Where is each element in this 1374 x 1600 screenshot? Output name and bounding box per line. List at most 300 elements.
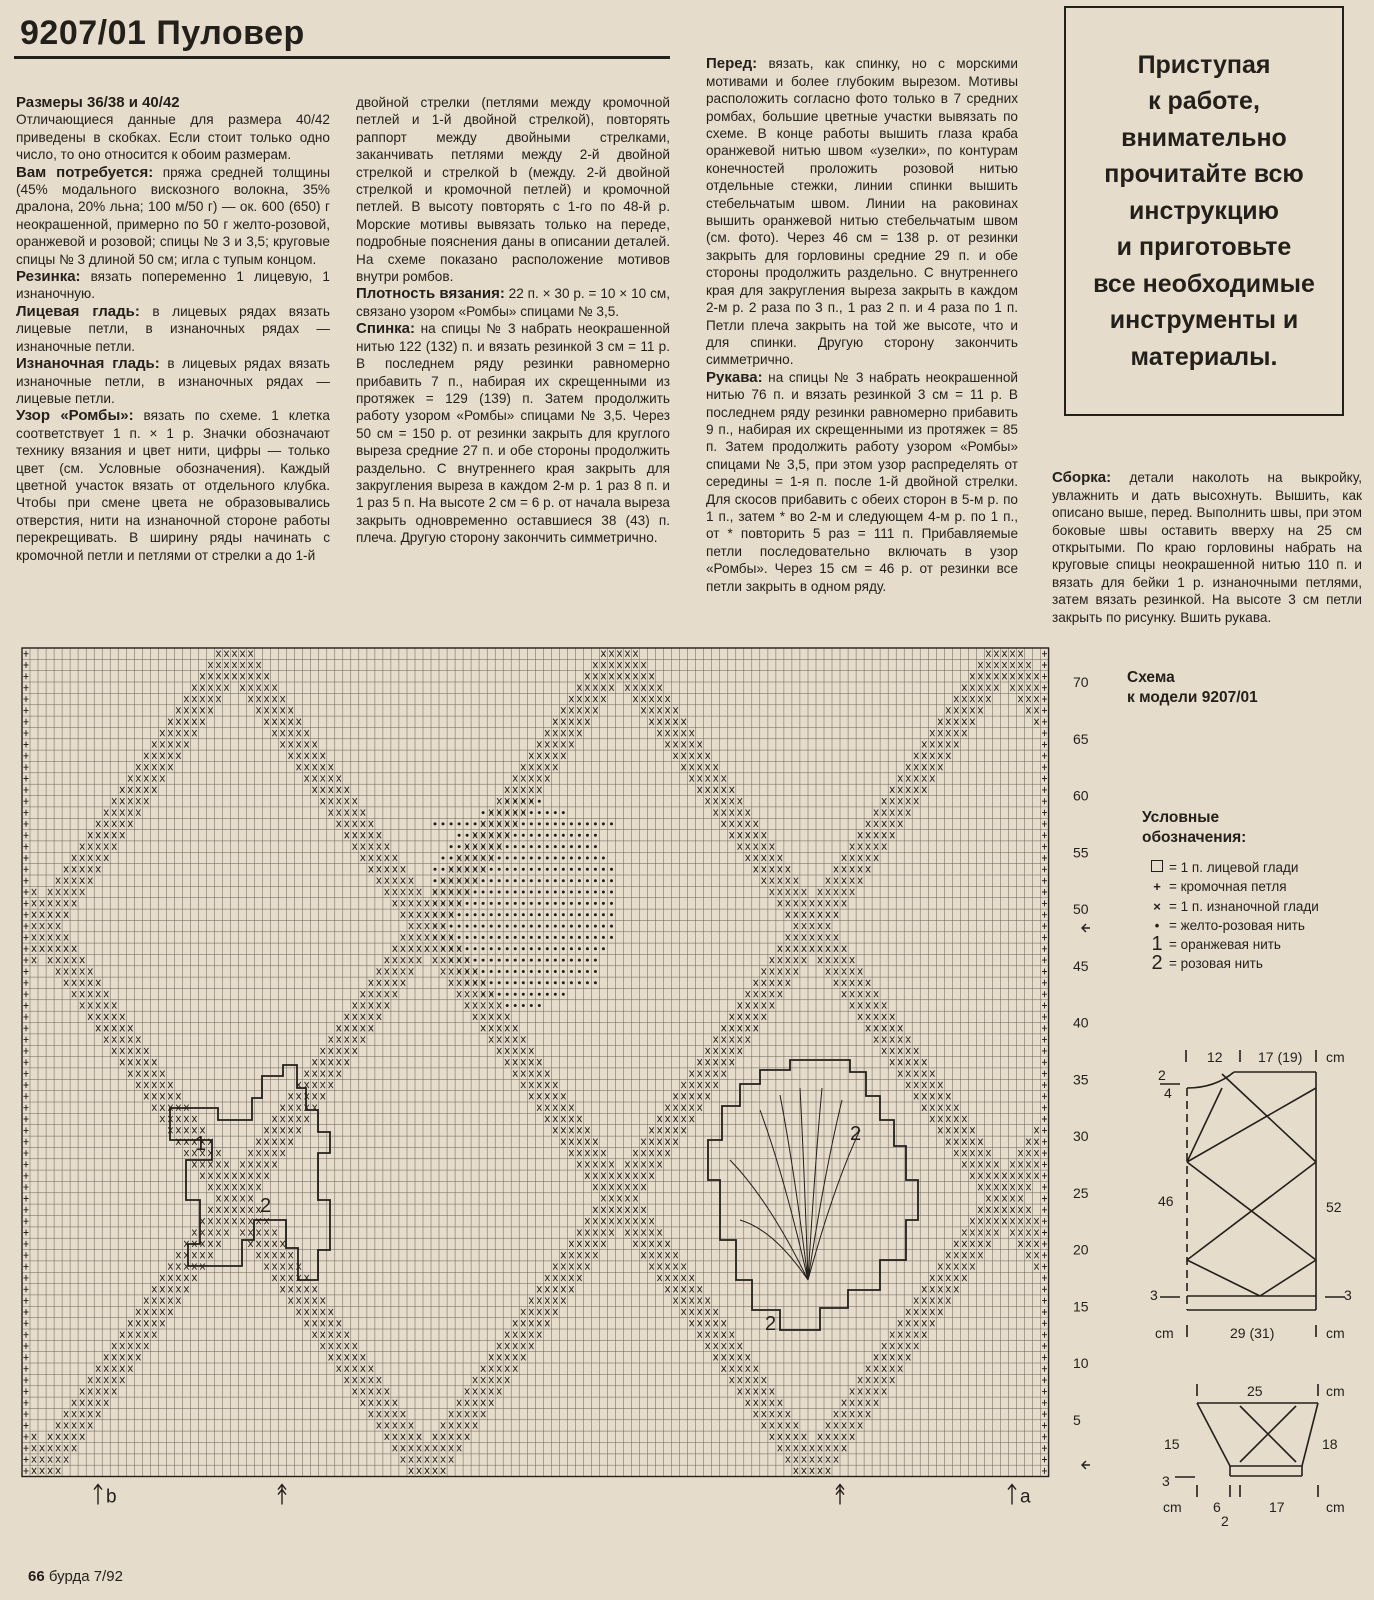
crab-dot	[498, 868, 501, 871]
crab-dot	[490, 845, 493, 848]
section-text: на спицы № 3 набрать неокрашенной нитью 76 п. и вязать резинкой 3 см = 11 р. В последнем ряду резинки равномерно прибавить 9 п., набирая их скрещенными из протяжек = 85 п. Затем продолжить работу узором «Ромбы» спицами № 3,5, при этом узор распределять от середины = 1-я п. после 1-й двойной стрелки. Для скосов прибавить с обеих сторон в 5-м р. по 1 п., затем * во 2-м и следующем 4-м р. по 1 п., от * повторить 5 раз = 111 п. Прибавляемые петли последовательно включать в узор «Ромбы». Через 15 см = 46 р. от резинки все петли закрыть в одном ряду.	[706, 369, 1018, 594]
crab-dot	[562, 811, 565, 814]
crab-dot	[594, 845, 597, 848]
crab-dot	[442, 925, 445, 928]
crab-dot	[586, 868, 589, 871]
crab-dot	[474, 959, 477, 962]
crab-dot	[586, 947, 589, 950]
crab-dot	[554, 936, 557, 939]
crab-dot	[602, 857, 605, 860]
section-heading: Вам потребуется:	[16, 163, 154, 181]
crab-dot	[474, 925, 477, 928]
crab-dot	[450, 845, 453, 848]
crab-dot	[466, 857, 469, 860]
crab-dot	[474, 936, 477, 939]
crab-dot	[594, 959, 597, 962]
crab-dot	[434, 868, 437, 871]
crab-dot	[554, 993, 557, 996]
row-label: 5	[1073, 1411, 1081, 1428]
crab-dot	[458, 822, 461, 825]
crab-dot	[482, 925, 485, 928]
notice-line: материалы.	[1130, 342, 1278, 371]
crab-dot	[498, 947, 501, 950]
crab-dot	[506, 902, 509, 905]
crab-dot	[546, 925, 549, 928]
crab-dot	[554, 845, 557, 848]
crab-dot	[490, 981, 493, 984]
crab-dot	[458, 845, 461, 848]
crab-dot	[610, 879, 613, 882]
crab-dot	[474, 834, 477, 837]
crab-dot	[506, 891, 509, 894]
crab-dot	[602, 879, 605, 882]
crab-dot	[514, 981, 517, 984]
crab-dot	[466, 868, 469, 871]
crab-dot	[522, 891, 525, 894]
crab-dot	[522, 902, 525, 905]
crab-dot	[458, 947, 461, 950]
crab-dot	[466, 902, 469, 905]
crab-dot	[442, 857, 445, 860]
crab-dot	[458, 879, 461, 882]
crab-dot	[514, 970, 517, 973]
row-label: 15	[1073, 1298, 1089, 1315]
legend-symbol: •	[1154, 917, 1160, 933]
crab-dot	[514, 993, 517, 996]
row-label: 70	[1073, 674, 1089, 690]
crab-dot	[506, 947, 509, 950]
row-label: 35	[1073, 1071, 1089, 1088]
crab-dot	[570, 970, 573, 973]
crab-dot	[578, 925, 581, 928]
crab-dot	[562, 868, 565, 871]
crab-dot	[570, 902, 573, 905]
crab-dot	[434, 879, 437, 882]
legend-text: = 1 п. лицевой глади	[1169, 860, 1299, 875]
row-label: 55	[1073, 844, 1089, 861]
crab-dot	[466, 970, 469, 973]
crab-dot	[506, 868, 509, 871]
crab-dot	[498, 822, 501, 825]
row-label: 30	[1073, 1128, 1089, 1145]
motif-label-2: 2	[260, 1195, 272, 1217]
crab-dot	[578, 902, 581, 905]
crab-dot	[546, 936, 549, 939]
knitting-chart	[0, 640, 1374, 1520]
text-column-1	[16, 94, 330, 564]
row-label: 50	[1073, 901, 1089, 918]
crab-dot	[506, 925, 509, 928]
crab-dot	[466, 891, 469, 894]
crab-dot	[546, 993, 549, 996]
crab-dot	[474, 981, 477, 984]
crab-dot	[554, 913, 557, 916]
crab-dot	[522, 936, 525, 939]
legend-item	[1148, 858, 1319, 877]
crab-dot	[594, 822, 597, 825]
crab-dot	[482, 845, 485, 848]
row-label: 10	[1073, 1355, 1089, 1371]
row-label: 40	[1073, 1014, 1089, 1031]
crab-dot	[578, 981, 581, 984]
crab-dot	[474, 868, 477, 871]
sleeve-dim-15: 15	[1164, 1436, 1180, 1452]
crab-dot	[434, 913, 437, 916]
crab-dot	[522, 993, 525, 996]
crab-dot	[506, 857, 509, 860]
crab-dot	[570, 981, 573, 984]
crab-dot	[530, 993, 533, 996]
crab-dot	[458, 970, 461, 973]
crab-dot	[522, 959, 525, 962]
body-dim-29: 29 (31)	[1230, 1325, 1275, 1341]
motif-label-2: 2	[850, 1123, 862, 1145]
crab-dot	[498, 811, 501, 814]
crab-dot	[538, 811, 541, 814]
crab-dot	[498, 902, 501, 905]
crab-dot	[506, 845, 509, 848]
section-heading: Узор «Ромбы»:	[16, 407, 134, 425]
crab-dot	[562, 822, 565, 825]
crab-dot	[442, 902, 445, 905]
crab-dot	[530, 925, 533, 928]
crab-dot	[506, 959, 509, 962]
crab-dot	[570, 879, 573, 882]
body-dim-cm-top: cm	[1326, 1049, 1345, 1065]
crab-dot	[586, 936, 589, 939]
crab-dot	[514, 822, 517, 825]
crab-dot	[530, 902, 533, 905]
crab-dot	[562, 834, 565, 837]
shell-rays	[730, 1088, 860, 1280]
crab-dot	[538, 868, 541, 871]
crab-dot	[450, 891, 453, 894]
sleeve-dim-25: 25	[1247, 1383, 1263, 1399]
crab-dot	[490, 868, 493, 871]
crab-dot	[586, 845, 589, 848]
arrow-b-label: b	[106, 1486, 117, 1508]
crab-dot	[490, 913, 493, 916]
crab-dot	[538, 913, 541, 916]
section-text: детали наколоть на выкройку, увлажнить и дать высохнуть. Вышить, как описано выше, перед. Выполнить швы, при этом боковые швы оставить вверху на 25 см открытыми. По краю горловины набрать на круговые спицы неокрашенной нитью 110 п. и вязать для бейки 1 р. изнаночными петлями, затем вязать резинкой. На высоте 3 см петли закрыть по рисунку. Вшить рукава.	[1052, 470, 1362, 625]
crab-dot	[594, 857, 597, 860]
crab-dot	[514, 845, 517, 848]
crab-dot	[498, 959, 501, 962]
crab-dot	[522, 1004, 525, 1007]
section-heading: Резинка:	[16, 268, 81, 286]
crab-dot	[578, 834, 581, 837]
row-arrow-icon	[1082, 1461, 1090, 1469]
body-dim-3-right: 3	[1344, 1287, 1352, 1303]
crab-dot	[538, 879, 541, 882]
crab-dot	[530, 970, 533, 973]
crab-dot	[530, 868, 533, 871]
crab-dot	[498, 970, 501, 973]
crab-dot	[546, 834, 549, 837]
crab-dot	[554, 891, 557, 894]
crab-dot	[442, 868, 445, 871]
crab-dot	[482, 970, 485, 973]
crab-dot	[522, 879, 525, 882]
crab-dot	[570, 868, 573, 871]
column-arrow-icon	[1008, 1485, 1016, 1505]
sleeve-dim-cm-left: cm	[1163, 1499, 1182, 1515]
body-dim-46: 46	[1158, 1193, 1174, 1209]
crab-dot	[490, 879, 493, 882]
crab-dot	[442, 822, 445, 825]
section-heading: Изнаночная гладь:	[16, 355, 160, 373]
crab-dot	[538, 822, 541, 825]
crab-dot	[506, 834, 509, 837]
notice-line: инструкцию	[1128, 196, 1280, 225]
crab-dot	[442, 879, 445, 882]
crab-dot	[546, 811, 549, 814]
crab-dot	[482, 936, 485, 939]
section-text: 22 п. × 30 р. = 10 × 10 см, связано узором «Ромбы» спицами № 3,5.	[356, 286, 670, 319]
crab-dot	[506, 981, 509, 984]
crab-dot	[466, 936, 469, 939]
crab-dot	[546, 879, 549, 882]
crab-dot	[554, 959, 557, 962]
crab-dot	[530, 959, 533, 962]
crab-dot	[450, 936, 453, 939]
crab-dot	[522, 834, 525, 837]
crab-dot	[530, 891, 533, 894]
crab-dot	[514, 1004, 517, 1007]
crab-dot	[498, 845, 501, 848]
crab-dot	[578, 822, 581, 825]
sleeve-dim-18: 18	[1322, 1436, 1338, 1452]
crab-dot	[506, 811, 509, 814]
crab-dot	[546, 947, 549, 950]
section-text: вязать попеременно 1 лицевую, 1 изнаночную.	[16, 269, 330, 302]
crab-dot	[562, 857, 565, 860]
legend-text: = оранжевая нить	[1169, 937, 1281, 953]
section-heading: Лицевая гладь:	[16, 302, 140, 320]
crab-dot	[610, 925, 613, 928]
crab-dot	[546, 959, 549, 962]
crab-dot	[474, 879, 477, 882]
magazine-name: бурда	[48, 1568, 90, 1585]
crab-dot	[522, 857, 525, 860]
crab-dot	[522, 981, 525, 984]
crab-dot	[458, 959, 461, 962]
crab-dot	[522, 845, 525, 848]
crab-dot	[506, 993, 509, 996]
crab-dot	[554, 947, 557, 950]
crab-dot	[474, 822, 477, 825]
crab-dot	[562, 925, 565, 928]
crab-dot	[482, 981, 485, 984]
crab-dot	[610, 891, 613, 894]
crab-dot	[570, 834, 573, 837]
crab-dot	[474, 947, 477, 950]
crab-dot	[522, 868, 525, 871]
text-column-2	[356, 94, 670, 547]
crab-dot	[450, 902, 453, 905]
crab-dot	[594, 970, 597, 973]
crab-dot	[498, 879, 501, 882]
crab-dot	[450, 822, 453, 825]
crab-dot	[594, 879, 597, 882]
column-arrow-icon	[94, 1485, 102, 1505]
crab-dot	[482, 822, 485, 825]
section-text: двойной стрелки (петлями между кромочной петлей и 1-й двойной стрелкой), повторять раппорт между двойными стрелками, заканчивать петлями между 2-й двойной стрелкой и стрелкой b (между. 2-й двойной стрелкой и кромочной петлей) и кромочной петлей. В высоту повторять с 1-го по 48-й р. Морские мотивы вывязать только на переде, подробные пояснения даны в описании деталей. На схеме показано расположение мотивов внутри ромбов.	[356, 95, 670, 285]
text-column-3	[706, 38, 1018, 595]
crab-dot	[578, 936, 581, 939]
body-dim-12: 12	[1207, 1049, 1223, 1065]
crab-dot	[498, 936, 501, 939]
crab-dot	[530, 811, 533, 814]
crab-dot	[610, 936, 613, 939]
crab-dot	[586, 902, 589, 905]
sleeve-dim-3: 3	[1162, 1473, 1170, 1489]
crab-dot	[442, 891, 445, 894]
crab-dot	[586, 879, 589, 882]
crab-dot	[522, 822, 525, 825]
crab-dot	[474, 857, 477, 860]
crab-dot	[450, 959, 453, 962]
row-label: 60	[1073, 787, 1089, 804]
crab-dot	[482, 947, 485, 950]
legend-title	[1142, 808, 1246, 848]
legend-item	[1148, 897, 1319, 916]
row-label: 20	[1073, 1241, 1089, 1258]
crab-dot	[522, 970, 525, 973]
crab-dot	[458, 936, 461, 939]
crab-dot	[554, 857, 557, 860]
section-heading: Плотность вязания:	[356, 285, 505, 303]
crab-dot	[570, 925, 573, 928]
notice-line: к работе,	[1148, 87, 1260, 116]
crab-dot	[554, 879, 557, 882]
crab-dot	[490, 822, 493, 825]
crab-dot	[490, 811, 493, 814]
body-dim-52: 52	[1326, 1199, 1342, 1215]
notice-line: все необходимые	[1093, 269, 1315, 298]
column-arrow-icon	[836, 1485, 844, 1505]
legend	[1148, 858, 1319, 974]
crab-dot	[602, 822, 605, 825]
crab-dot	[442, 947, 445, 950]
crab-dot	[530, 1004, 533, 1007]
crab-dot	[442, 913, 445, 916]
crab-dot	[514, 857, 517, 860]
crab-dot	[554, 868, 557, 871]
crab-dot	[490, 936, 493, 939]
crab-dot	[482, 993, 485, 996]
section-heading: Спинка:	[356, 320, 416, 338]
notice-line: внимательно	[1121, 123, 1287, 152]
crab-dot	[562, 936, 565, 939]
crab-dot	[482, 868, 485, 871]
crab-dot	[586, 981, 589, 984]
legend-title-line2: обозначения:	[1142, 829, 1247, 846]
crab-dot	[594, 947, 597, 950]
crab-dot	[506, 1004, 509, 1007]
notice-line: Приступая	[1137, 50, 1271, 79]
crab-dot	[610, 913, 613, 916]
crab-dot	[586, 834, 589, 837]
motif-label-1: 1	[195, 1133, 207, 1155]
crab-dot	[450, 947, 453, 950]
crab-dot	[506, 879, 509, 882]
scheme-title-line2: к модели 9207/01	[1127, 689, 1258, 706]
crab-dot	[538, 857, 541, 860]
crab-dot	[466, 845, 469, 848]
crab-dot	[514, 902, 517, 905]
crab-dot	[482, 879, 485, 882]
crab-dot	[466, 834, 469, 837]
crab-dot	[554, 811, 557, 814]
crab-dot	[498, 857, 501, 860]
crab-dot	[586, 857, 589, 860]
crab-dot	[458, 913, 461, 916]
sleeve-dim-17: 17	[1269, 1499, 1285, 1515]
crab-dot	[602, 947, 605, 950]
crab-dot	[474, 970, 477, 973]
section-text: в лицевых рядах вязать лицевые петли, в изнаночных рядах — изнаночные петли.	[16, 303, 330, 354]
crab-dot	[538, 959, 541, 962]
crab-dot	[450, 857, 453, 860]
crab-dot	[562, 879, 565, 882]
crab-dot	[562, 947, 565, 950]
crab-dot	[434, 925, 437, 928]
notice-line: прочитайте всю	[1104, 160, 1304, 189]
crab-dot	[610, 902, 613, 905]
crab-dot	[530, 936, 533, 939]
crab-dot	[586, 913, 589, 916]
crab-dot	[586, 959, 589, 962]
crab-dot	[594, 902, 597, 905]
crab-dot	[594, 936, 597, 939]
crab-dot	[570, 959, 573, 962]
crab-dot	[594, 891, 597, 894]
shell-motif	[708, 1060, 918, 1330]
crab-dot	[474, 902, 477, 905]
section-text: вязать, как спинку, но с морскими мотивами и более глубоким вырезом. Мотивы расположить согласно фото только в 7 средних ромбах, большие цветные участки вывязать по схеме. В конце работы вышить глаза краба оранжевой нитью швом «узелки», по контурам конечностей проложить розовой нитью отдельные стежки, линии спинки вышить стебельчатым швом. Линии на раковинах вышить оранжевой нитью стебельчатым швом (см. фото). Через 46 см = 138 р. от резинки закрыть для горловины средние 29 п. и обе стороны продолжить раздельно. С внутреннего края для закругления выреза закрыть в каждом 2-м р. 2 раза по 3 п., 1 раз 2 п. и 4 раза по 1 п. Петли плеча закрыть на той же высоте, что и для спинки. Другую сторону закончить симметрично.	[706, 56, 1018, 368]
crab-dot	[530, 845, 533, 848]
crab-dot	[482, 891, 485, 894]
crab-dot	[538, 1004, 541, 1007]
crab-dot	[450, 879, 453, 882]
crab-dot	[554, 834, 557, 837]
crab-dot	[546, 970, 549, 973]
crab-dot	[514, 936, 517, 939]
legend-item	[1148, 954, 1319, 973]
crab-dot	[594, 925, 597, 928]
crab-dot	[570, 857, 573, 860]
crab-dot	[522, 947, 525, 950]
crab-dot	[546, 891, 549, 894]
crab-dot	[530, 879, 533, 882]
crab-dot	[562, 913, 565, 916]
square-icon	[1148, 858, 1166, 877]
notice-text	[1083, 47, 1325, 376]
crab-dot	[514, 959, 517, 962]
crab-dot	[522, 811, 525, 814]
crab-dot	[482, 913, 485, 916]
crab-dot	[490, 891, 493, 894]
legend-item	[1148, 935, 1319, 954]
legend-symbol: 1	[1151, 933, 1163, 956]
crab-dot	[490, 959, 493, 962]
crab-dot	[530, 981, 533, 984]
body-dim-4: 4	[1164, 1085, 1172, 1101]
crab-dot	[562, 970, 565, 973]
crab-dot	[554, 970, 557, 973]
crab-dot	[538, 834, 541, 837]
